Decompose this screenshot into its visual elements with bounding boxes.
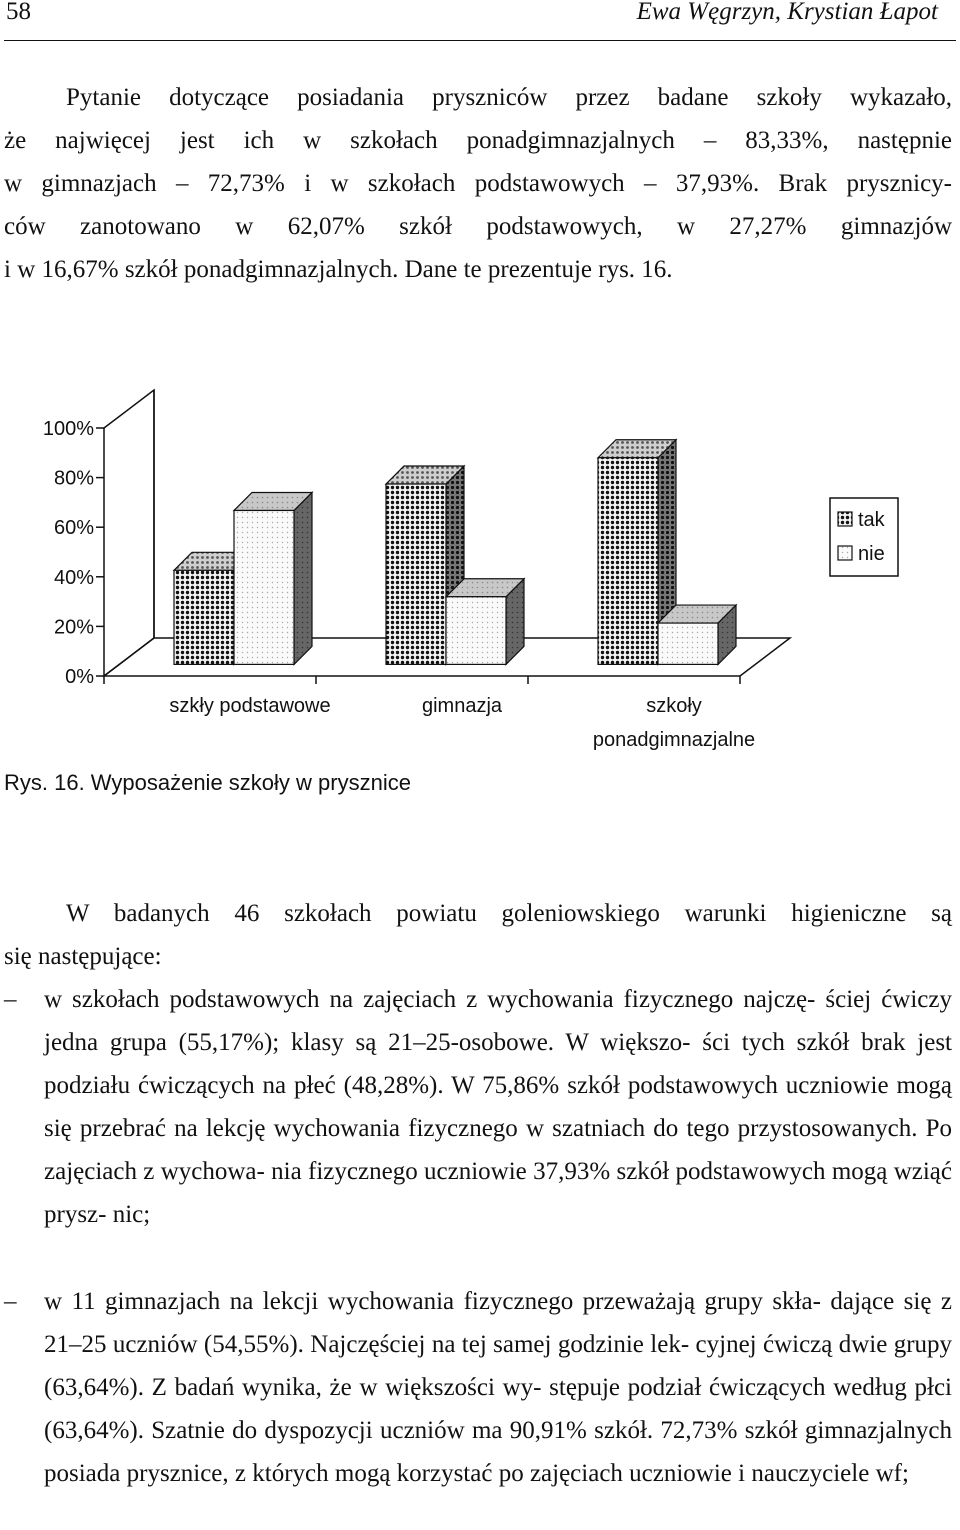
text-line: ści tych szkół brak jest podziału ćwiczących na płeć (48,28%). W 75,86% [44, 1029, 952, 1099]
list-item-text [44, 1280, 952, 1495]
legend-swatch-tak [838, 512, 852, 526]
y-tick-label: 0% [65, 666, 94, 688]
text-line: w szkołach podstawowych na zajęciach z wychowania fizycznego najczę- [44, 986, 816, 1013]
text-line: i w 16,67% szkół ponadgimnazjalnych. Dane te prezentuje rys. 16. [4, 256, 673, 283]
chart-svg [0, 370, 960, 770]
bar-tak [174, 570, 234, 664]
bar-nie [234, 510, 294, 664]
figure-caption: Rys. 16. Wyposażenie szkoły w prysznice [4, 770, 411, 795]
text-line: W badanych 46 szkołach powiatu goleniowskiego warunki higieniczne są [66, 900, 952, 927]
bar-side-nie [294, 492, 312, 664]
text-line: z których mogą korzystać po zajęciach uczniowie i nauczyciele wf; [234, 1460, 909, 1487]
y-tick-label: 100% [42, 418, 94, 440]
text-line: uczniów ma 90,91% szkół. 72,73% szkół gimnazjalnych posiada prysznice, [44, 1417, 952, 1487]
list-marker: – [4, 986, 17, 1013]
text-line: się następujące: [4, 943, 162, 970]
bar-nie [658, 623, 718, 664]
bar-chart-3d [0, 370, 960, 770]
y-tick-label: 40% [53, 566, 94, 589]
list-marker: – [4, 1288, 17, 1315]
page-number: 58 [6, 0, 31, 25]
x-category-label: ponadgimnazjalne [592, 729, 756, 751]
legend-swatch-nie [838, 546, 852, 560]
side-wall [104, 390, 154, 676]
text-line: dające się z 21–25 uczniów (54,55%). Najczęściej na tej samej godzinie lek- [44, 1288, 953, 1358]
legend-label: nie [858, 543, 885, 565]
running-head-authors: Ewa Węgrzyn, Krystian Łapot [636, 0, 938, 25]
text-line: Pytanie dotyczące posiadania pryszniców przez badane szkoły wykazało, [66, 84, 952, 111]
text-line: fizycznego w szatniach do tego przystosowanych. Po zajęciach z wychowa- [44, 1115, 952, 1185]
bar-tak [386, 484, 446, 664]
text-line: że najwięcej jest ich w szkołach ponadgimnazjalnych – 83,33%, następnie [4, 127, 952, 154]
bar-nie [446, 597, 506, 665]
header-rule [4, 40, 956, 41]
legend-label: tak [858, 509, 885, 531]
intro-paragraph [4, 76, 952, 291]
y-tick-label: 20% [53, 616, 94, 639]
bar-tak [598, 458, 658, 665]
section-intro [4, 892, 952, 978]
text-line: w gimnazjach – 72,73% i w szkołach podstawowych – 37,93%. Brak prysznicy- [4, 170, 952, 197]
list-item-text [44, 978, 952, 1236]
x-category-label: szkły podstawowe [169, 695, 331, 717]
x-category-label: szkoły [646, 695, 702, 717]
chart-bars [174, 440, 736, 665]
page-header [0, 0, 960, 40]
text-line: stępuje podział ćwiczących według płci (63,64%). Szatnie do dyspozycji [44, 1374, 953, 1444]
text-line: ców zanotowano w 62,07% szkół podstawowych, w 27,27% gimnazjów [4, 213, 952, 240]
y-tick-label: 80% [53, 467, 94, 490]
x-category-label: gimnazja [421, 695, 503, 717]
text-line: nic; [112, 1201, 151, 1228]
y-tick-label: 60% [53, 517, 94, 540]
chart-legend [830, 498, 898, 576]
text-line: w 11 gimnazjach na lekcji wychowania fizycznego przeważają grupy skła- [44, 1288, 821, 1315]
text-line: nia fizycznego uczniowie 37,93% szkół podstawowych mogą wziąć prysz- [44, 1158, 952, 1228]
text-line: ściej ćwiczy jedna grupa (55,17%); klasy są 21–25-osobowe. W większo- [44, 986, 952, 1056]
text-line: cyjnej ćwiczą dwie grupy (63,64%). Z badań wynika, że w większości wy- [44, 1331, 953, 1401]
text-line: szkół podstawowych uczniowie mogą się przebrać na lekcję wychowania [44, 1072, 953, 1142]
